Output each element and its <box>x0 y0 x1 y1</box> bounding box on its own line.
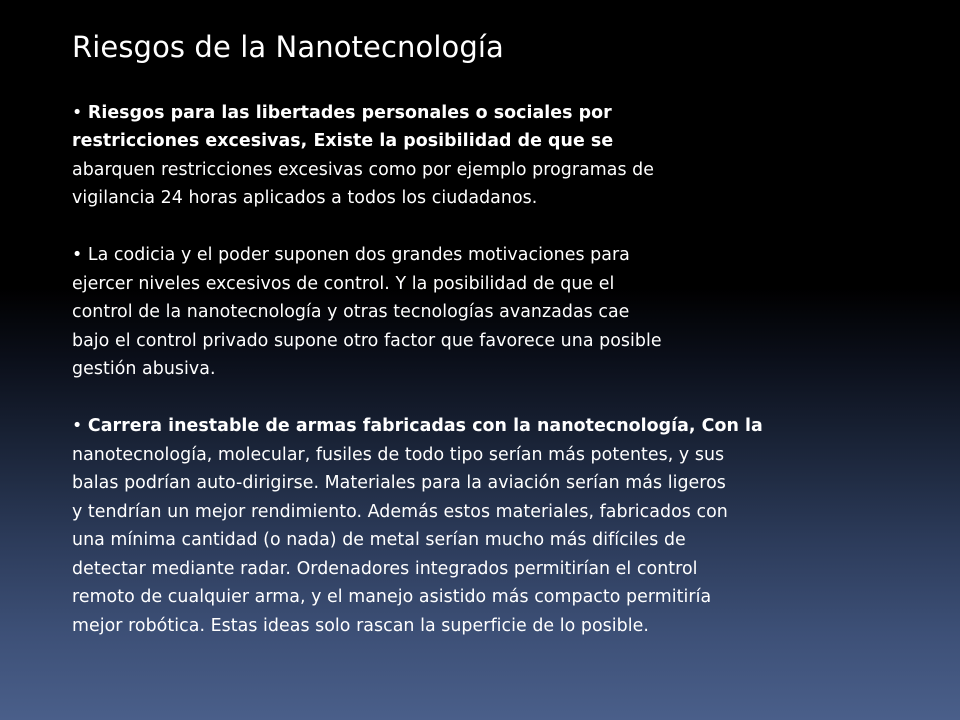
text-line: ejercer niveles excesivos de control. Y la posibilidad de que el <box>72 273 615 294</box>
text-line <box>72 127 892 156</box>
text-line: balas podrían auto-dirigirse. Materiales para la aviación serían más ligeros <box>72 473 726 494</box>
bullet: • <box>72 245 83 266</box>
bold-text: Riesgos para las libertades personales o sociales por <box>87 102 612 123</box>
text-line: control de la nanotecnología y otras tecnologías avanzadas cae <box>72 302 630 323</box>
bold-text: restricciones excesivas, Existe la posibilidad de que se <box>72 131 614 152</box>
text-line: detectar mediante radar. Ordenadores integrados permitirían el control <box>72 558 698 579</box>
paragraph-2 <box>72 241 892 384</box>
bold-text: Carrera inestable de armas fabricadas con la nanotecnología, Con la <box>87 416 763 437</box>
bullet: • <box>72 102 83 123</box>
text-line <box>72 412 892 441</box>
text-line: mejor robótica. Estas ideas solo rascan la superficie de lo posible. <box>72 615 649 636</box>
text-line: abarquen restricciones excesivas como por ejemplo programas de <box>72 159 654 180</box>
text-line: una mínima cantidad (o nada) de metal serían mucho más difíciles de <box>72 530 686 551</box>
slide-title: Riesgos de la Nanotecnología <box>72 30 504 64</box>
text-line: bajo el control privado supone otro factor que favorece una posible <box>72 330 662 351</box>
bullet: • <box>72 416 83 437</box>
text-line: vigilancia 24 horas aplicados a todos los ciudadanos. <box>72 188 538 209</box>
normal-text: La codicia y el poder suponen dos grandes motivaciones para <box>87 245 630 266</box>
text-line <box>72 241 892 270</box>
paragraph-3 <box>72 412 892 640</box>
text-line: y tendrían un mejor rendimiento. Además estos materiales, fabricados con <box>72 501 728 522</box>
paragraph-1 <box>72 99 892 213</box>
slide-content <box>72 30 892 669</box>
text-line: nanotecnología, molecular, fusiles de todo tipo serían más potentes, y sus <box>72 444 725 465</box>
text-line <box>72 99 892 128</box>
text-line: remoto de cualquier arma, y el manejo asistido más compacto permitiría <box>72 587 712 608</box>
text-line: gestión abusiva. <box>72 359 216 380</box>
